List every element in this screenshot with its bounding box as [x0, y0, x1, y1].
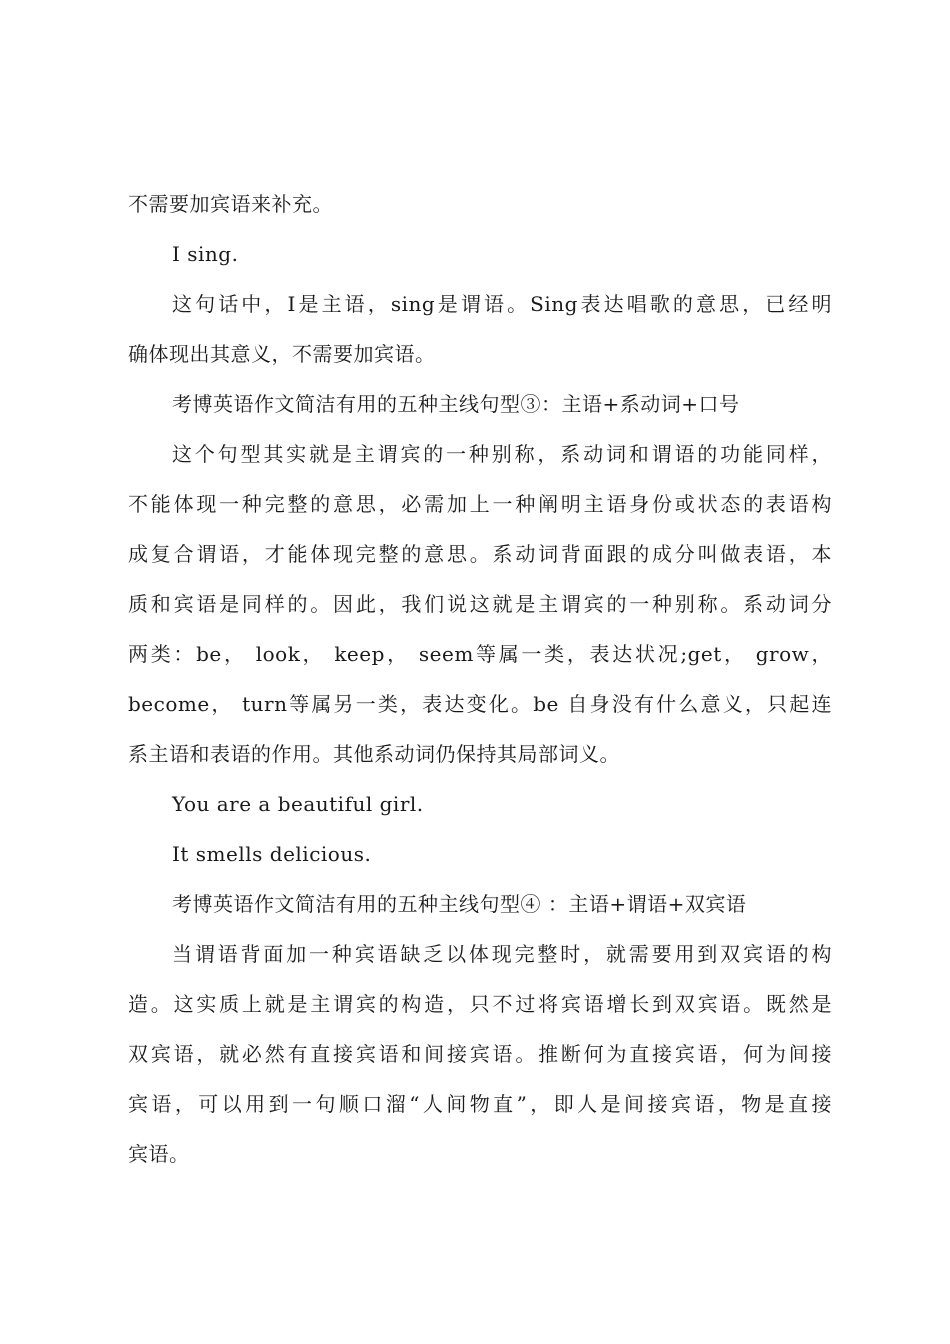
- text-line: 这句话中，I是主语，sing是谓语。Sing表达唱歌的意思，已经明: [172, 292, 832, 316]
- text-line: 这个句型其实就是主谓宾的一种别称，系动词和谓语的功能同样，: [172, 442, 832, 466]
- text-line: 造。这实质上就是主谓宾的构造，只不过将宾语增长到双宾语。既然是: [128, 992, 832, 1016]
- example-sentence: It smells delicious.: [172, 842, 372, 866]
- text-line: become， turn等属另一类，表达变化。be 自身没有什么意义，只起连: [128, 692, 832, 716]
- document-body: [128, 179, 832, 1179]
- text-line: 不能体现一种完整的意思，必需加上一种阐明主语身份或状态的表语构: [128, 492, 832, 516]
- text-line: 当谓语背面加一种宾语缺乏以体现完整时，就需要用到双宾语的构: [172, 942, 832, 966]
- section-heading: 考博英语作文简洁有用的五种主线句型③：主语+系动词+口号: [172, 392, 740, 416]
- text-line: 成复合谓语，才能体现完整的意思。系动词背面跟的成分叫做表语，本: [128, 542, 832, 566]
- example-sentence: I sing.: [172, 242, 239, 266]
- section-heading: 考博英语作文简洁有用的五种主线句型④ ：主语+谓语+双宾语: [172, 892, 747, 916]
- text-line: 宾语。: [128, 1142, 190, 1166]
- text-line: 不需要加宾语来补充。: [128, 192, 333, 216]
- text-line: 确体现出其意义，不需要加宾语。: [128, 342, 436, 366]
- example-sentence: You are a beautiful girl.: [172, 792, 424, 816]
- text-line: 双宾语，就必然有直接宾语和间接宾语。推断何为直接宾语，何为间接: [128, 1042, 832, 1066]
- text-line: 宾语，可以用到一句顺口溜“人间物直”，即人是间接宾语，物是直接: [128, 1092, 832, 1116]
- text-line: 系主语和表语的作用。其他系动词仍保持其局部词义。: [128, 742, 620, 766]
- text-line: 两类：be， look， keep， seem等属一类，表达状况;get， grow，: [128, 642, 832, 666]
- text-line: 质和宾语是同样的。因此，我们说这就是主谓宾的一种别称。系动词分: [128, 592, 832, 616]
